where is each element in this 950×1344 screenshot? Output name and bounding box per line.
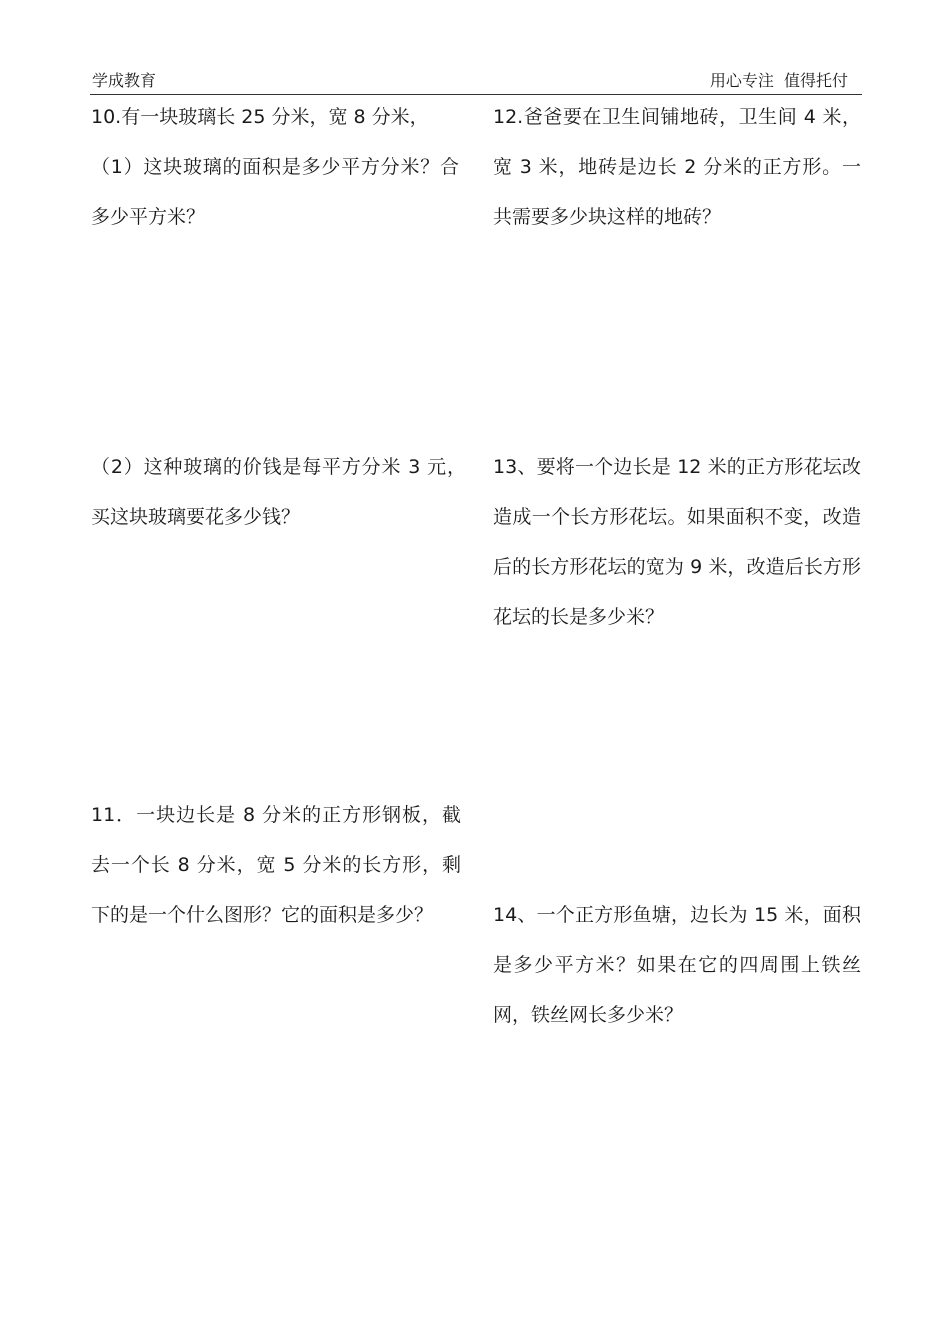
problem-10: [91, 92, 459, 242]
problem-10-part-1: （1）这块玻璃的面积是多少平方分米？合多少平方米？: [91, 156, 459, 228]
problem-11: [91, 790, 461, 940]
header-slogan: 用心专注 值得托付: [709, 71, 848, 90]
problem-13: [493, 442, 861, 642]
header-brand: 学成教育: [92, 71, 157, 90]
problem-12-text: 12.爸爸要在卫生间铺地砖，卫生间 4 米，宽 3 米，地砖是边长 2 分米的正方形。一共需要多少块这样的地砖？: [493, 106, 861, 228]
page-header: [90, 66, 862, 95]
problem-10-part-2: （2）这种玻璃的价钱是每平方分米 3 元，买这块玻璃要花多少钱？: [91, 456, 466, 528]
problem-12: [493, 92, 861, 242]
problem-10-stem: 10.有一块玻璃长 25 分米，宽 8 分米，: [91, 106, 429, 128]
problem-11-text: 11．一块边长是 8 分米的正方形钢板，截去一个长 8 分米，宽 5 分米的长方形，剩下的是一个什么图形？它的面积是多少？: [91, 804, 461, 926]
problem-14: [493, 890, 861, 1040]
problem-14-text: 14、一个正方形鱼塘，边长为 15 米，面积是多少平方米？如果在它的四周围上铁丝网，铁丝网长多少米？: [493, 904, 861, 1026]
problem-13-text: 13、要将一个边长是 12 米的正方形花坛改造成一个长方形花坛。如果面积不变，改造后的长方形花坛的宽为 9 米，改造后长方形花坛的长是多少米？: [493, 456, 861, 628]
problem-10-part-2-block: [91, 442, 466, 542]
